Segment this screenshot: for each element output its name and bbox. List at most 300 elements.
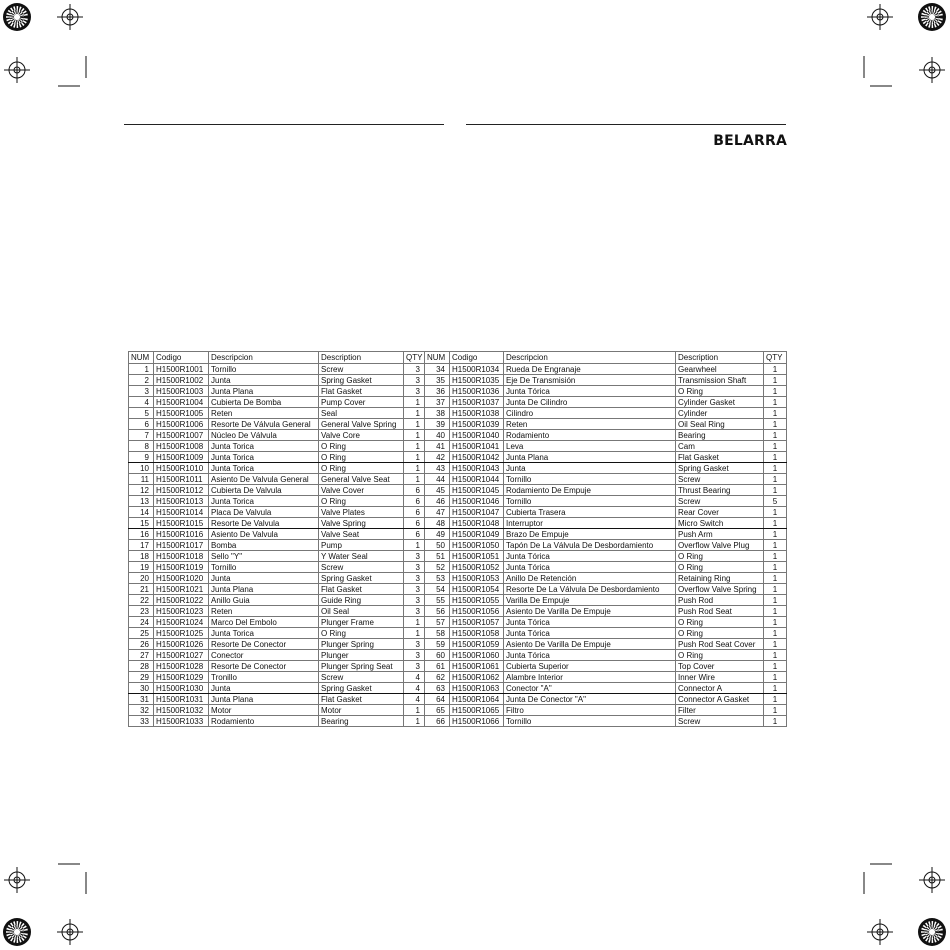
part-number: 14	[129, 507, 154, 518]
header-descripcion: Descripcion	[209, 352, 319, 364]
part-description: Overflow Valve Plug	[676, 540, 764, 551]
part-qty: 1	[404, 408, 425, 419]
part-code: H1500R1010	[154, 463, 209, 474]
part-description: Bearing	[319, 716, 404, 727]
part-number: 25	[129, 628, 154, 639]
part-number: 13	[129, 496, 154, 507]
part-qty: 1	[764, 364, 787, 375]
part-description: O Ring	[319, 452, 404, 463]
part-qty: 1	[404, 430, 425, 441]
table-row	[129, 562, 787, 573]
part-number: 12	[129, 485, 154, 496]
part-code: H1500R1011	[154, 474, 209, 485]
part-description: Y Water Seal	[319, 551, 404, 562]
part-qty: 1	[764, 562, 787, 573]
part-description: Screw	[676, 474, 764, 485]
part-qty: 3	[404, 606, 425, 617]
part-descripcion: Varilla De Empuje	[504, 595, 676, 606]
part-descripcion: Cubierta De Valvula	[209, 485, 319, 496]
part-descripcion: Resorte De Válvula General	[209, 419, 319, 430]
part-number: 37	[425, 397, 450, 408]
part-description: O Ring	[319, 496, 404, 507]
part-code: H1500R1043	[450, 463, 504, 474]
part-number: 31	[129, 694, 154, 705]
table-row	[129, 595, 787, 606]
part-code: H1500R1005	[154, 408, 209, 419]
part-descripcion: Junta Plana	[209, 584, 319, 595]
part-code: H1500R1001	[154, 364, 209, 375]
part-number: 57	[425, 617, 450, 628]
part-descripcion: Tornillo	[504, 474, 676, 485]
table-row	[129, 540, 787, 551]
part-number: 56	[425, 606, 450, 617]
part-descripcion: Junta Plana	[209, 386, 319, 397]
part-code: H1500R1031	[154, 694, 209, 705]
part-code: H1500R1008	[154, 441, 209, 452]
part-descripcion: Núcleo De Válvula	[209, 430, 319, 441]
part-descripcion: Junta	[209, 683, 319, 694]
part-description: Screw	[676, 496, 764, 507]
table-row	[129, 485, 787, 496]
part-number: 15	[129, 518, 154, 529]
part-qty: 1	[764, 452, 787, 463]
part-qty: 1	[404, 705, 425, 716]
part-description: O Ring	[676, 650, 764, 661]
part-qty: 1	[404, 463, 425, 474]
part-code: H1500R1014	[154, 507, 209, 518]
part-number: 5	[129, 408, 154, 419]
part-descripcion: Junta Torica	[209, 628, 319, 639]
part-description: Spring Gasket	[319, 683, 404, 694]
part-descripcion: Cubierta Superior	[504, 661, 676, 672]
part-qty: 4	[404, 694, 425, 705]
part-code: H1500R1032	[154, 705, 209, 716]
part-description: Top Cover	[676, 661, 764, 672]
part-number: 34	[425, 364, 450, 375]
table-row	[129, 617, 787, 628]
part-qty: 1	[404, 474, 425, 485]
part-number: 40	[425, 430, 450, 441]
part-qty: 1	[764, 705, 787, 716]
part-description: Flat Gasket	[319, 694, 404, 705]
parts-table-body	[129, 364, 787, 727]
part-description: Push Rod Seat Cover	[676, 639, 764, 650]
part-code: H1500R1017	[154, 540, 209, 551]
part-descripcion: Junta Plana	[209, 694, 319, 705]
part-code: H1500R1019	[154, 562, 209, 573]
part-description: Cam	[676, 441, 764, 452]
part-qty: 1	[764, 617, 787, 628]
part-code: H1500R1002	[154, 375, 209, 386]
part-qty: 3	[404, 661, 425, 672]
part-qty: 1	[404, 419, 425, 430]
part-code: H1500R1047	[450, 507, 504, 518]
part-description: Spring Gasket	[319, 375, 404, 386]
part-qty: 1	[764, 518, 787, 529]
part-descripcion: Tornillo	[504, 496, 676, 507]
part-number: 50	[425, 540, 450, 551]
part-descripcion: Motor	[209, 705, 319, 716]
part-code: H1500R1018	[154, 551, 209, 562]
part-description: O Ring	[319, 463, 404, 474]
part-descripcion: Junta De Cilindro	[504, 397, 676, 408]
part-descripcion: Rueda De Engranaje	[504, 364, 676, 375]
part-number: 10	[129, 463, 154, 474]
part-description: O Ring	[319, 628, 404, 639]
part-number: 19	[129, 562, 154, 573]
part-number: 32	[129, 705, 154, 716]
part-code: H1500R1022	[154, 595, 209, 606]
part-qty: 1	[764, 485, 787, 496]
header-rule-left	[124, 124, 444, 125]
part-number: 51	[425, 551, 450, 562]
table-row	[129, 650, 787, 661]
part-description: O Ring	[676, 628, 764, 639]
part-code: H1500R1045	[450, 485, 504, 496]
part-description: Cylinder Gasket	[676, 397, 764, 408]
part-qty: 3	[404, 562, 425, 573]
part-number: 35	[425, 375, 450, 386]
part-code: H1500R1037	[450, 397, 504, 408]
part-description: Screw	[319, 562, 404, 573]
part-description: Screw	[676, 716, 764, 727]
part-qty: 1	[764, 595, 787, 606]
part-description: Transmission Shaft	[676, 375, 764, 386]
part-number: 22	[129, 595, 154, 606]
part-number: 11	[129, 474, 154, 485]
part-code: H1500R1059	[450, 639, 504, 650]
table-row	[129, 628, 787, 639]
table-row	[129, 661, 787, 672]
part-descripcion: Conector	[209, 650, 319, 661]
part-descripcion: Cubierta Trasera	[504, 507, 676, 518]
part-qty: 1	[764, 375, 787, 386]
part-code: H1500R1025	[154, 628, 209, 639]
part-number: 30	[129, 683, 154, 694]
part-number: 65	[425, 705, 450, 716]
part-description: Screw	[319, 672, 404, 683]
part-description: Motor	[319, 705, 404, 716]
part-qty: 1	[764, 419, 787, 430]
part-description: General Valve Seat	[319, 474, 404, 485]
part-number: 23	[129, 606, 154, 617]
part-code: H1500R1062	[450, 672, 504, 683]
part-code: H1500R1038	[450, 408, 504, 419]
part-number: 63	[425, 683, 450, 694]
part-description: Plunger Spring	[319, 639, 404, 650]
part-code: H1500R1041	[450, 441, 504, 452]
part-number: 6	[129, 419, 154, 430]
part-description: Valve Core	[319, 430, 404, 441]
part-number: 66	[425, 716, 450, 727]
part-description: Spring Gasket	[676, 463, 764, 474]
part-number: 47	[425, 507, 450, 518]
table-row	[129, 705, 787, 716]
part-code: H1500R1044	[450, 474, 504, 485]
table-row	[129, 408, 787, 419]
part-qty: 1	[764, 573, 787, 584]
part-qty: 1	[764, 584, 787, 595]
part-description: Bearing	[676, 430, 764, 441]
part-number: 54	[425, 584, 450, 595]
part-qty: 3	[404, 386, 425, 397]
part-description: Plunger Spring Seat	[319, 661, 404, 672]
part-description: Inner Wire	[676, 672, 764, 683]
part-code: H1500R1054	[450, 584, 504, 595]
part-qty: 4	[404, 672, 425, 683]
part-qty: 1	[764, 540, 787, 551]
part-description: Oil Seal	[319, 606, 404, 617]
part-descripcion: Asiento De Valvula General	[209, 474, 319, 485]
part-number: 46	[425, 496, 450, 507]
table-row	[129, 452, 787, 463]
part-code: H1500R1006	[154, 419, 209, 430]
part-number: 55	[425, 595, 450, 606]
table-row	[129, 474, 787, 485]
part-number: 20	[129, 573, 154, 584]
part-description: Valve Plates	[319, 507, 404, 518]
part-description: Oil Seal Ring	[676, 419, 764, 430]
part-descripcion: Junta Tórica	[504, 628, 676, 639]
part-code: H1500R1066	[450, 716, 504, 727]
part-qty: 4	[404, 683, 425, 694]
part-code: H1500R1040	[450, 430, 504, 441]
part-descripcion: Junta De Conector "A"	[504, 694, 676, 705]
part-number: 59	[425, 639, 450, 650]
part-code: H1500R1020	[154, 573, 209, 584]
part-qty: 1	[764, 551, 787, 562]
table-row	[129, 683, 787, 694]
part-description: Flat Gasket	[319, 386, 404, 397]
part-description: O Ring	[676, 551, 764, 562]
part-description: Valve Cover	[319, 485, 404, 496]
part-qty: 1	[764, 397, 787, 408]
part-descripcion: Tornillo	[209, 364, 319, 375]
part-code: H1500R1035	[450, 375, 504, 386]
part-descripcion: Tronillo	[209, 672, 319, 683]
part-descripcion: Junta	[209, 375, 319, 386]
part-qty: 1	[764, 441, 787, 452]
part-descripcion: Reten	[504, 419, 676, 430]
header-rule-right	[466, 124, 786, 125]
part-descripcion: Reten	[209, 408, 319, 419]
table-row	[129, 430, 787, 441]
part-code: H1500R1009	[154, 452, 209, 463]
part-code: H1500R1049	[450, 529, 504, 540]
part-descripcion: Tornillo	[504, 716, 676, 727]
part-descripcion: Tornillo	[209, 562, 319, 573]
part-description: Push Rod Seat	[676, 606, 764, 617]
table-row	[129, 639, 787, 650]
part-number: 48	[425, 518, 450, 529]
part-descripcion: Junta Tórica	[504, 650, 676, 661]
part-qty: 1	[404, 628, 425, 639]
part-qty: 1	[404, 617, 425, 628]
part-description: Pump	[319, 540, 404, 551]
table-row	[129, 716, 787, 727]
part-code: H1500R1042	[450, 452, 504, 463]
part-number: 52	[425, 562, 450, 573]
header-num-2: NUM	[425, 352, 450, 364]
part-code: H1500R1007	[154, 430, 209, 441]
part-qty: 1	[764, 408, 787, 419]
part-descripcion: Filtro	[504, 705, 676, 716]
part-descripcion: Resorte De La Válvula De Desbordamiento	[504, 584, 676, 595]
part-descripcion: Marco Del Embolo	[209, 617, 319, 628]
part-number: 45	[425, 485, 450, 496]
part-code: H1500R1026	[154, 639, 209, 650]
part-descripcion: Cilindro	[504, 408, 676, 419]
part-descripcion: Junta	[209, 573, 319, 584]
part-code: H1500R1023	[154, 606, 209, 617]
part-descripcion: Junta Tórica	[504, 386, 676, 397]
part-qty: 1	[404, 452, 425, 463]
part-qty: 5	[764, 496, 787, 507]
part-number: 29	[129, 672, 154, 683]
table-row	[129, 496, 787, 507]
part-qty: 1	[764, 694, 787, 705]
table-row	[129, 397, 787, 408]
part-number: 27	[129, 650, 154, 661]
part-qty: 1	[764, 463, 787, 474]
part-descripcion: Tapón De La Válvula De Desbordamiento	[504, 540, 676, 551]
part-description: Pump Cover	[319, 397, 404, 408]
part-number: 41	[425, 441, 450, 452]
table-row	[129, 419, 787, 430]
part-code: H1500R1064	[450, 694, 504, 705]
part-descripcion: Rodamiento	[209, 716, 319, 727]
part-number: 21	[129, 584, 154, 595]
part-descripcion: Rodamiento	[504, 430, 676, 441]
part-description: Overflow Valve Spring	[676, 584, 764, 595]
part-qty: 3	[404, 364, 425, 375]
part-number: 38	[425, 408, 450, 419]
part-descripcion: Junta	[504, 463, 676, 474]
part-code: H1500R1036	[450, 386, 504, 397]
part-descripcion: Junta Tórica	[504, 551, 676, 562]
part-code: H1500R1065	[450, 705, 504, 716]
part-qty: 1	[764, 683, 787, 694]
part-description: Connector A	[676, 683, 764, 694]
part-number: 1	[129, 364, 154, 375]
part-qty: 6	[404, 507, 425, 518]
part-number: 60	[425, 650, 450, 661]
table-row	[129, 551, 787, 562]
brand-logo: BELARRA	[713, 133, 787, 149]
part-descripcion: Reten	[209, 606, 319, 617]
part-qty: 1	[404, 540, 425, 551]
part-qty: 1	[404, 397, 425, 408]
part-description: Spring Gasket	[319, 573, 404, 584]
part-code: H1500R1039	[450, 419, 504, 430]
part-code: H1500R1053	[450, 573, 504, 584]
part-description: Flat Gasket	[676, 452, 764, 463]
part-descripcion: Leva	[504, 441, 676, 452]
part-code: H1500R1056	[450, 606, 504, 617]
part-number: 7	[129, 430, 154, 441]
part-number: 61	[425, 661, 450, 672]
header-description-2: Description	[676, 352, 764, 364]
part-qty: 3	[404, 551, 425, 562]
part-descripcion: Junta Plana	[504, 452, 676, 463]
part-qty: 1	[764, 386, 787, 397]
part-code: H1500R1050	[450, 540, 504, 551]
part-descripcion: Junta Torica	[209, 452, 319, 463]
table-row	[129, 672, 787, 683]
parts-list-table	[128, 351, 787, 727]
header-codigo: Codigo	[154, 352, 209, 364]
part-description: Valve Spring	[319, 518, 404, 529]
part-number: 9	[129, 452, 154, 463]
part-code: H1500R1060	[450, 650, 504, 661]
part-code: H1500R1058	[450, 628, 504, 639]
part-descripcion: Anillo Guia	[209, 595, 319, 606]
header-description: Description	[319, 352, 404, 364]
part-description: Plunger Frame	[319, 617, 404, 628]
part-descripcion: Asiento De Varilla De Empuje	[504, 639, 676, 650]
part-qty: 6	[404, 485, 425, 496]
table-row	[129, 364, 787, 375]
part-descripcion: Rodamiento De Empuje	[504, 485, 676, 496]
part-descripcion: Sello "Y"	[209, 551, 319, 562]
part-description: Filter	[676, 705, 764, 716]
part-qty: 1	[404, 441, 425, 452]
part-qty: 6	[404, 529, 425, 540]
part-code: H1500R1033	[154, 716, 209, 727]
part-descripcion: Junta Torica	[209, 441, 319, 452]
part-descripcion: Asiento De Varilla De Empuje	[504, 606, 676, 617]
part-description: Guide Ring	[319, 595, 404, 606]
part-descripcion: Junta Tórica	[504, 562, 676, 573]
part-number: 64	[425, 694, 450, 705]
table-header-row	[129, 352, 787, 364]
table-row	[129, 694, 787, 705]
part-number: 42	[425, 452, 450, 463]
part-description: O Ring	[676, 386, 764, 397]
part-code: H1500R1048	[450, 518, 504, 529]
table-row	[129, 507, 787, 518]
table-row	[129, 463, 787, 474]
part-number: 58	[425, 628, 450, 639]
part-code: H1500R1004	[154, 397, 209, 408]
part-number: 4	[129, 397, 154, 408]
part-code: H1500R1055	[450, 595, 504, 606]
part-qty: 1	[764, 661, 787, 672]
part-descripcion: Cubierta De Bomba	[209, 397, 319, 408]
part-number: 24	[129, 617, 154, 628]
header-qty-2: QTY	[764, 352, 787, 364]
part-number: 36	[425, 386, 450, 397]
part-number: 53	[425, 573, 450, 584]
part-descripcion: Resorte De Valvula	[209, 518, 319, 529]
part-descripcion: Resorte De Conector	[209, 661, 319, 672]
part-qty: 3	[404, 595, 425, 606]
part-description: Flat Gasket	[319, 584, 404, 595]
part-description: Retaining Ring	[676, 573, 764, 584]
part-code: H1500R1030	[154, 683, 209, 694]
part-number: 62	[425, 672, 450, 683]
part-qty: 1	[764, 672, 787, 683]
part-number: 33	[129, 716, 154, 727]
part-descripcion: Asiento De Valvula	[209, 529, 319, 540]
part-code: H1500R1028	[154, 661, 209, 672]
part-descripcion: Alambre Interior	[504, 672, 676, 683]
part-code: H1500R1013	[154, 496, 209, 507]
part-descripcion: Eje De Transmisión	[504, 375, 676, 386]
part-code: H1500R1015	[154, 518, 209, 529]
part-qty: 1	[764, 716, 787, 727]
part-qty: 1	[764, 430, 787, 441]
